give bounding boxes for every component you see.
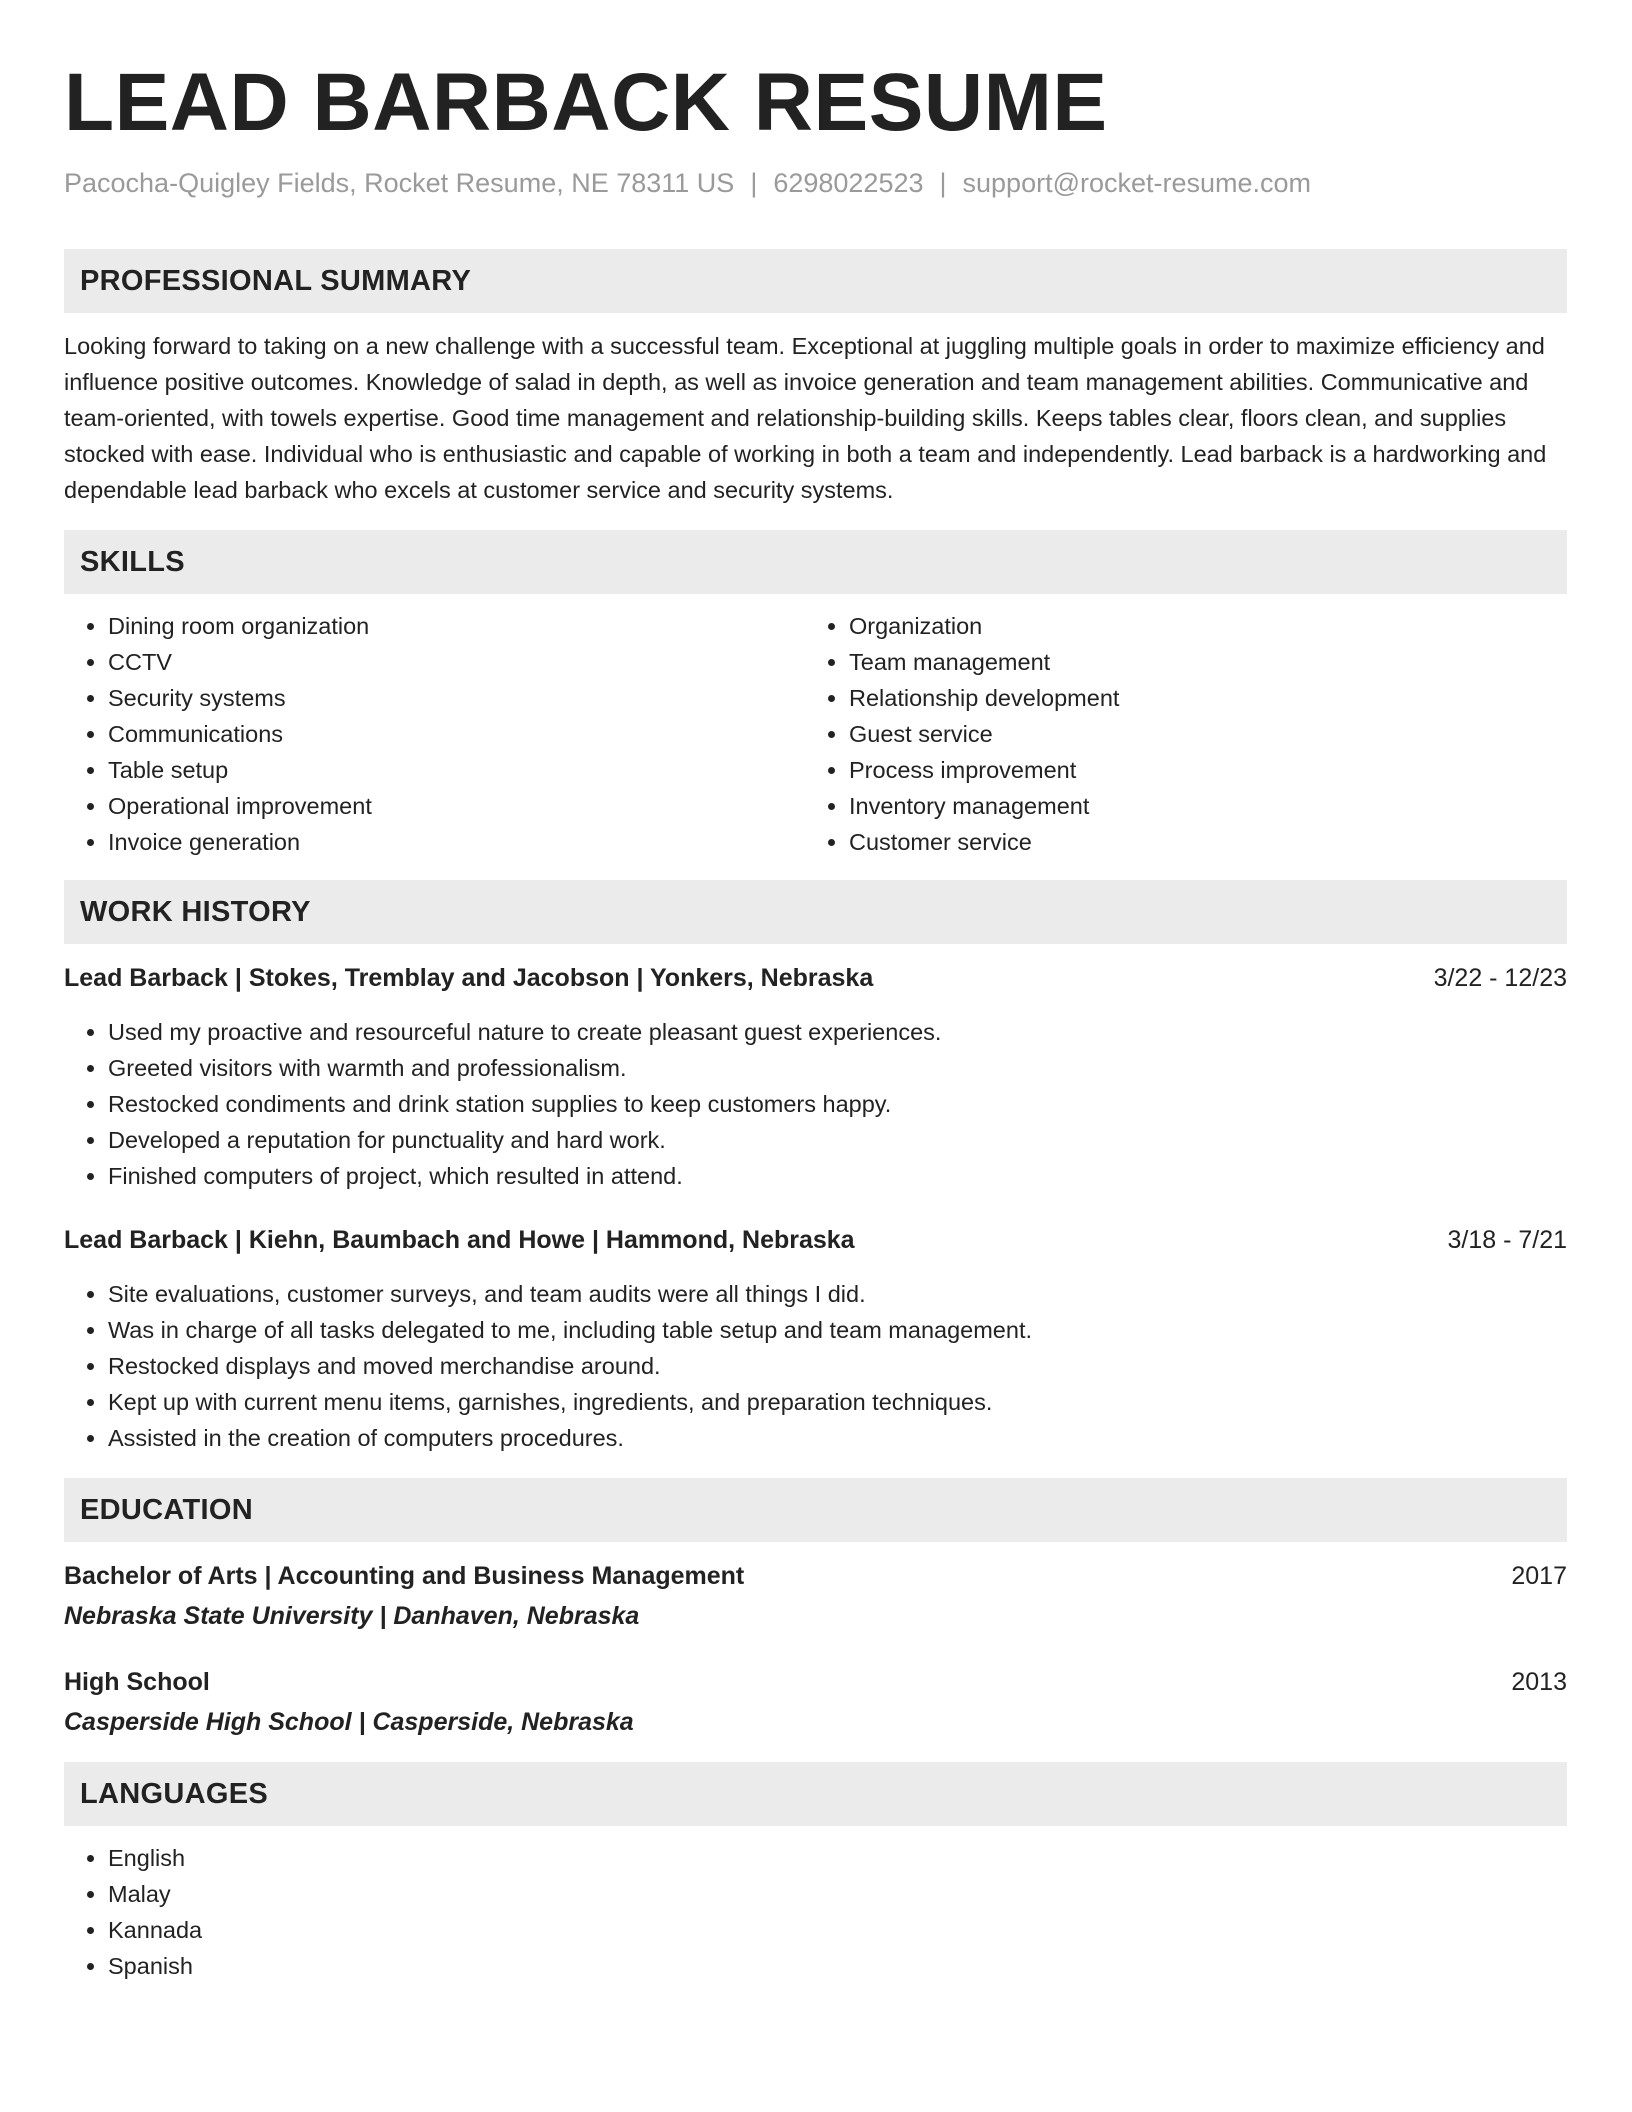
section-heading-languages: LANGUAGES bbox=[64, 1762, 1567, 1826]
job-bullet: • Was in charge of all tasks delegated to me, including table setup and team management. bbox=[108, 1312, 1567, 1348]
skills-column-right bbox=[805, 608, 1546, 860]
job-dates: 3/18 - 7/21 bbox=[1447, 1226, 1567, 1254]
education-entry bbox=[64, 1664, 1567, 1740]
skill-item: • Process improvement bbox=[849, 752, 1546, 788]
skill-item: • Security systems bbox=[108, 680, 805, 716]
job-bullet: • Restocked displays and moved merchandise around. bbox=[108, 1348, 1567, 1384]
language-item: • English bbox=[108, 1840, 1567, 1876]
languages-list bbox=[64, 1840, 1567, 1984]
skill-item: • Inventory management bbox=[849, 788, 1546, 824]
skill-item: • Table setup bbox=[108, 752, 805, 788]
education-school: Nebraska State University | Danhaven, Nebraska bbox=[64, 1602, 640, 1630]
contact-address: Pacocha-Quigley Fields, Rocket Resume, NE 78311 US bbox=[64, 168, 735, 198]
skill-item: • Team management bbox=[849, 644, 1546, 680]
skill-item: • Customer service bbox=[849, 824, 1546, 860]
job-bullet: • Kept up with current menu items, garnishes, ingredients, and preparation techniques. bbox=[108, 1384, 1567, 1420]
skill-item: • CCTV bbox=[108, 644, 805, 680]
education-school: Casperside High School | Casperside, Nebraska bbox=[64, 1708, 634, 1736]
contact-phone: 6298022523 bbox=[773, 168, 924, 198]
skills-column-left bbox=[64, 608, 805, 860]
language-item: • Kannada bbox=[108, 1912, 1567, 1948]
education-year: 2017 bbox=[1511, 1562, 1567, 1590]
section-heading-education: EDUCATION bbox=[64, 1478, 1567, 1542]
language-item: • Malay bbox=[108, 1876, 1567, 1912]
section-heading-skills: SKILLS bbox=[64, 530, 1567, 594]
skill-item: • Invoice generation bbox=[108, 824, 805, 860]
section-heading-work-history: WORK HISTORY bbox=[64, 880, 1567, 944]
job-bullet: • Site evaluations, customer surveys, and team audits were all things I did. bbox=[108, 1276, 1567, 1312]
contact-email: support@rocket-resume.com bbox=[962, 168, 1312, 198]
skill-item: • Organization bbox=[849, 608, 1546, 644]
job-bullet: • Restocked condiments and drink station supplies to keep customers happy. bbox=[108, 1086, 1567, 1122]
skill-item: • Communications bbox=[108, 716, 805, 752]
job-bullet: • Used my proactive and resourceful nature to create pleasant guest experiences. bbox=[108, 1014, 1567, 1050]
job-title: Lead Barback | Stokes, Tremblay and Jacobson | Yonkers, Nebraska bbox=[64, 964, 874, 992]
job-title: Lead Barback | Kiehn, Baumbach and Howe | Hammond, Nebraska bbox=[64, 1226, 855, 1254]
section-heading-summary: PROFESSIONAL SUMMARY bbox=[64, 249, 1567, 313]
job-bullet: • Finished computers of project, which resulted in attend. bbox=[108, 1158, 1567, 1194]
resume-title: LEAD BARBACK RESUME bbox=[64, 57, 1108, 148]
education-header bbox=[64, 1664, 1567, 1700]
skills-list bbox=[64, 608, 1567, 860]
job-entry bbox=[64, 1222, 1567, 1456]
education-header bbox=[64, 1558, 1567, 1594]
job-header bbox=[64, 1222, 1567, 1258]
job-bullets bbox=[64, 1014, 1567, 1194]
resume-page bbox=[64, 0, 1567, 1984]
job-bullet: • Developed a reputation for punctuality and hard work. bbox=[108, 1122, 1567, 1158]
skill-item: • Operational improvement bbox=[108, 788, 805, 824]
skill-item: • Dining room organization bbox=[108, 608, 805, 644]
skill-item: • Guest service bbox=[849, 716, 1546, 752]
job-entry bbox=[64, 960, 1567, 1194]
contact-separator: | bbox=[939, 168, 947, 198]
job-bullets bbox=[64, 1276, 1567, 1456]
contact-line bbox=[64, 168, 1567, 199]
job-header bbox=[64, 960, 1567, 996]
contact-separator: | bbox=[750, 168, 758, 198]
job-bullet: • Greeted visitors with warmth and professionalism. bbox=[108, 1050, 1567, 1086]
education-degree: High School bbox=[64, 1668, 210, 1696]
education-entry bbox=[64, 1558, 1567, 1634]
language-item: • Spanish bbox=[108, 1948, 1567, 1984]
education-year: 2013 bbox=[1511, 1668, 1567, 1696]
job-dates: 3/22 - 12/23 bbox=[1433, 964, 1567, 992]
education-degree: Bachelor of Arts | Accounting and Business Management bbox=[64, 1562, 745, 1590]
job-bullet: • Assisted in the creation of computers procedures. bbox=[108, 1420, 1567, 1456]
skill-item: • Relationship development bbox=[849, 680, 1546, 716]
summary-text: Looking forward to taking on a new challenge with a successful team. Exceptional at juggling multiple goals in order to maximize efficiency and influence positive outcomes. Knowledge of salad in depth, as well as invoice generation and team management abilities. Communicative and team-oriented, with towels expertise. Good time management and relationship-building skills. Keeps tables clear, floors clean, and supplies stocked with ease. Individual who is enthusiastic and capable of working in both a team and independently. Lead barback is a hardworking and dependable lead barback who excels at customer service and security systems. bbox=[64, 333, 1547, 503]
